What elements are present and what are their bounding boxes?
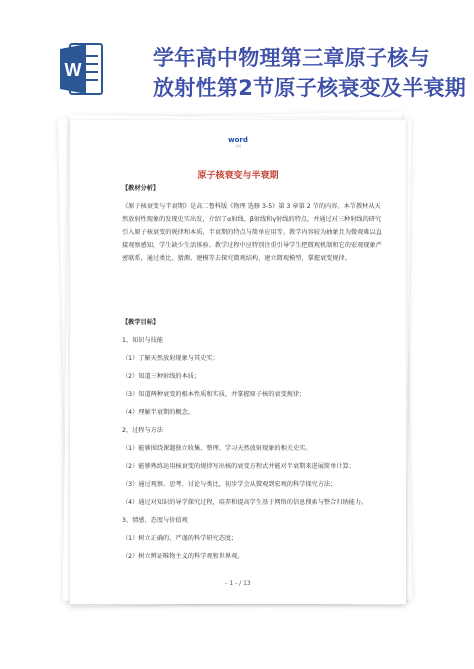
subsection-heading: 1、知识与技能 [122, 337, 164, 344]
page-title-line-2: 放射性第2节原子核衰变及半衰期 [153, 76, 467, 100]
page-title-line-1: 学年高中物理第三章原子核与 [153, 46, 430, 70]
list-item: （4）理解半衰期的概念。 [122, 409, 194, 416]
list-item: （2）能够熟练运用核衰变的规律写出核的衰变方程式并能对半衰期来进展简单计算； [122, 463, 355, 470]
list-item: （2）树立辨证唯物主义的科学观和世界观。 [122, 553, 244, 560]
subsection-heading: 3、情感、态度与价值观 [122, 517, 188, 524]
list-item: （4）通过对知识的导学探究过程，培养和提高学生基于网络的信息搜索与整合归纳能力。 [122, 499, 368, 506]
list-item: （2）知道三种射线的本质； [122, 373, 201, 380]
body-paragraph: 《原子核衰变与半衰期》是高二鲁科版《物理 选修 3-5》第 3 章第 2 节的内容。本节教材从天然放射性现象的发现史实出发，介绍了α射线、β射线和γ射线的特点，并通过对三种射线的研究引入原子核衰变的规律和本质，半衰期的特点与简单应用等。教学内容较为抽象且为微观难以直接观察感知，学生缺少生活体验。教学过程中应特别注重引导学生把微观机制和它的宏观现象严密联系，通过类比、猜测、建模等去探究微观结构，建立微观模型，掌握衰变规律。 [122, 203, 382, 262]
section-heading: 【教材分析】 [122, 185, 160, 192]
word-app-icon [60, 40, 104, 98]
header-banner [0, 0, 474, 120]
list-item: （3）知道两种衰变的根本性质和实质，并掌握原子核的衰变规律； [122, 391, 306, 398]
list-item: （1）能够围绕课题独立收集、整理、学习天然放射现象的相关史实。 [122, 445, 312, 452]
subsection-heading: 2、过程与方法 [122, 427, 164, 434]
page-brand [70, 136, 406, 148]
document-title: 原子核衰变与半衰期 [197, 171, 279, 181]
list-item: （1）树立正确的、严谨的科学研究态度； [122, 535, 238, 542]
brand-sub: 文档 [234, 144, 241, 148]
svg-text:W: W [64, 60, 82, 80]
page-number: - 1 - / 13 [225, 580, 251, 587]
section-heading: 【教学目标】 [122, 319, 160, 326]
document-page [70, 120, 406, 604]
brand-word: word [228, 136, 248, 144]
list-item: （1）了解天然放射现象与其史实； [122, 355, 219, 362]
list-item: （3）通过观察、思考、讨论与类比，初步学会从微观到宏观的科学探究方法； [122, 481, 337, 488]
